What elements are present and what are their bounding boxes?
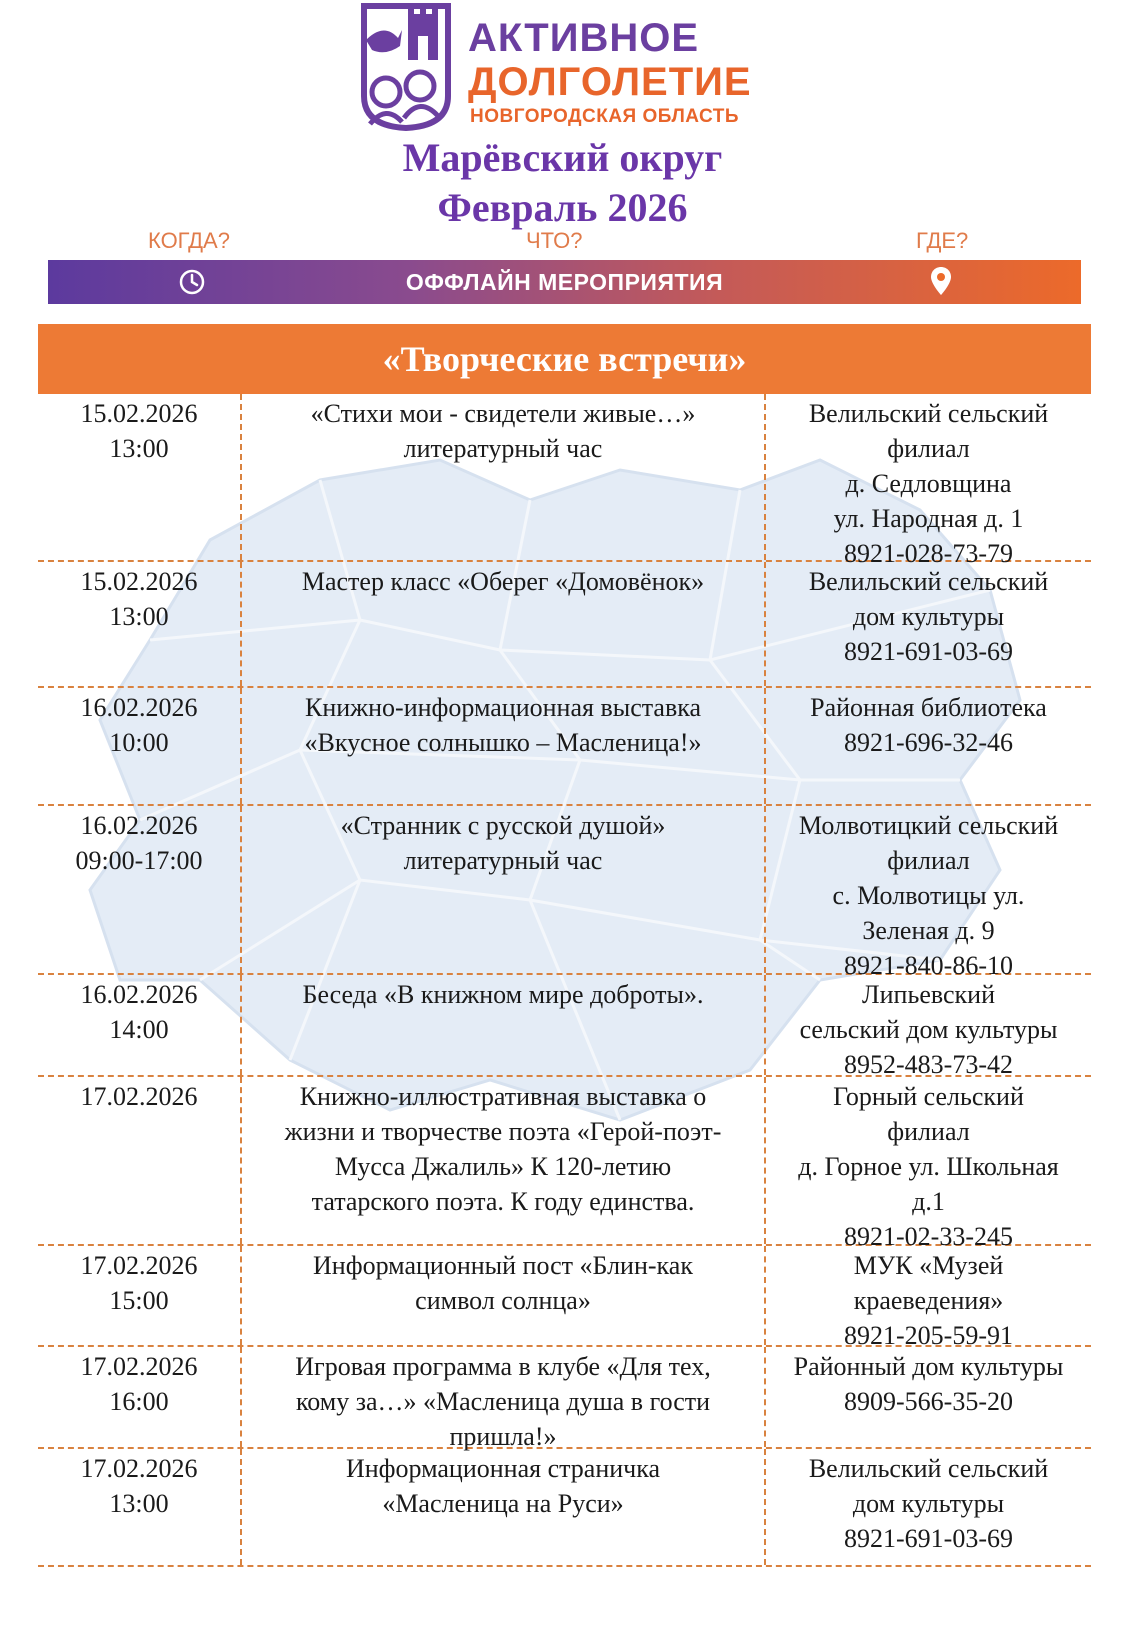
event-where-cell — [766, 975, 1091, 1079]
event-location-line: Горный сельский — [833, 1082, 1024, 1111]
event-title-line: жизни и творчестве поэта «Герой-поэт- — [284, 1117, 722, 1146]
event-location-line: Велильский сельский — [808, 567, 1049, 596]
event-row — [38, 975, 1091, 1077]
event-location-line: Велильский сельский — [808, 399, 1049, 428]
event-row — [38, 1449, 1091, 1567]
event-location-line: 8921-696-32-46 — [844, 728, 1013, 757]
event-time: 14:00 — [109, 1015, 169, 1044]
event-location-line: 8921-691-03-69 — [844, 637, 1013, 666]
event-where-cell — [766, 394, 1091, 568]
event-what-cell — [242, 806, 766, 973]
event-row — [38, 394, 1091, 568]
event-location-line: филиал — [887, 846, 970, 875]
offline-events-bar — [48, 260, 1081, 304]
month-title: Февраль 2026 — [437, 185, 688, 230]
event-when-cell — [38, 688, 242, 804]
event-title-line: Мастер класс «Оберег «Домовёнок» — [301, 567, 705, 596]
event-where-cell — [766, 806, 1091, 980]
where-label: ГДЕ? — [916, 228, 969, 253]
district-title: Марёвский округ — [402, 135, 723, 180]
brand-logo — [356, 0, 776, 132]
event-when-cell — [38, 562, 242, 686]
event-location-line: Липьевский — [862, 980, 995, 1009]
event-where-cell — [766, 562, 1091, 686]
event-location-line: д. Седловщина — [845, 469, 1012, 498]
event-time: 13:00 — [109, 434, 169, 463]
event-location-line: 8921-02-33-245 — [844, 1222, 1013, 1251]
event-location-line: сельский дом культуры — [799, 1015, 1058, 1044]
event-where-cell — [766, 1246, 1091, 1350]
event-location-line: 8921-691-03-69 — [844, 1524, 1013, 1553]
event-title-line: «Масленица на Руси» — [382, 1489, 624, 1518]
event-location-line: 8921-840-86-10 — [844, 951, 1013, 980]
event-title-line: татарского поэта. К году единства. — [311, 1187, 695, 1216]
event-time: 16:00 — [109, 1387, 169, 1416]
event-title-line: Игровая программа в клубе «Для тех, — [295, 1352, 711, 1381]
event-time: 09:00-17:00 — [75, 846, 203, 875]
event-location-line: дом культуры — [852, 1489, 1005, 1518]
event-date: 17.02.2026 — [80, 1251, 198, 1280]
event-title-line: литературный час — [403, 434, 603, 463]
event-when-cell — [38, 394, 242, 560]
event-time: 13:00 — [109, 602, 169, 631]
brand-line-3: НОВГОРОДСКАЯ ОБЛАСТЬ — [470, 106, 740, 127]
event-title-line: Книжно-информационная выставка — [304, 693, 702, 722]
when-label: КОГДА? — [148, 228, 230, 253]
event-when-cell — [38, 1246, 242, 1345]
event-where-cell — [766, 1077, 1091, 1251]
what-label: ЧТО? — [526, 228, 583, 253]
event-title-line: Беседа «В книжном мире доброты». — [302, 980, 704, 1009]
event-location-line: с. Молвотицы ул. — [832, 881, 1025, 910]
event-when-cell — [38, 1347, 242, 1447]
event-title-line: кому за…» «Масленица душа в гости — [295, 1387, 711, 1416]
event-row — [38, 806, 1091, 980]
page-header — [0, 0, 1125, 320]
event-row — [38, 1347, 1091, 1449]
event-when-cell — [38, 1449, 242, 1565]
event-row — [38, 562, 1091, 688]
event-date: 15.02.2026 — [80, 567, 198, 596]
event-what-cell — [242, 975, 766, 1075]
event-when-cell — [38, 1077, 242, 1244]
event-date: 16.02.2026 — [80, 811, 198, 840]
event-what-cell — [242, 688, 766, 804]
event-title-line: пришла!» — [449, 1422, 557, 1451]
event-date: 15.02.2026 — [80, 399, 198, 428]
event-date: 17.02.2026 — [80, 1454, 198, 1483]
event-title-line: «Странник с русской душой» — [340, 811, 666, 840]
event-location-line: дом культуры — [852, 602, 1005, 631]
event-row — [38, 688, 1091, 806]
event-location-line: Велильский сельский — [808, 1454, 1049, 1483]
event-location-line: филиал — [887, 1117, 970, 1146]
event-what-cell — [242, 394, 766, 560]
event-what-cell — [242, 1449, 766, 1565]
event-time: 15:00 — [109, 1286, 169, 1315]
event-title-line: «Вкусное солнышко – Масленица!» — [304, 728, 702, 757]
event-location-line: Зеленая д. 9 — [862, 916, 995, 945]
event-row — [38, 1077, 1091, 1251]
event-where-cell — [766, 688, 1091, 804]
event-location-line: краеведения» — [853, 1286, 1004, 1315]
event-location-line: Молвотицкий сельский — [798, 811, 1059, 840]
event-title-line: Информационная страничка — [345, 1454, 661, 1483]
event-where-cell — [766, 1449, 1091, 1565]
bar-title: ОФФЛАЙН МЕРОПРИЯТИЯ — [405, 269, 724, 295]
event-where-cell — [766, 1347, 1091, 1447]
event-what-cell — [242, 1246, 766, 1345]
event-date: 16.02.2026 — [80, 693, 198, 722]
event-location-line: Районная библиотека — [810, 693, 1047, 722]
event-date: 16.02.2026 — [80, 980, 198, 1009]
event-location-line: 8909-566-35-20 — [844, 1387, 1013, 1416]
section-title: «Творческие встречи» — [38, 324, 1091, 394]
event-location-line: филиал — [887, 434, 970, 463]
event-what-cell — [242, 1077, 766, 1244]
event-location-line: ул. Народная д. 1 — [833, 504, 1024, 533]
event-title-line: Книжно-иллюстративная выставка о — [299, 1082, 707, 1111]
brand-line-2: ДОЛГОЛЕТИЕ — [468, 60, 752, 104]
event-time: 13:00 — [109, 1489, 169, 1518]
event-date: 17.02.2026 — [80, 1352, 198, 1381]
event-location-line: 8952-483-73-42 — [844, 1050, 1013, 1079]
location-pin-icon — [930, 266, 952, 296]
event-location-line: 8921-205-59-91 — [844, 1321, 1013, 1350]
event-when-cell — [38, 975, 242, 1075]
event-title-line: «Стихи мои - свидетели живые…» — [310, 399, 696, 428]
event-when-cell — [38, 806, 242, 973]
event-row — [38, 1246, 1091, 1350]
event-title-line: Мусса Джалиль» К 120-летию — [334, 1152, 672, 1181]
event-location-line: д. Горное ул. Школьная — [798, 1152, 1059, 1181]
events-table — [38, 394, 1091, 1567]
event-location-line: 8921-028-73-79 — [844, 539, 1013, 568]
event-what-cell — [242, 1347, 766, 1451]
event-title-line: символ солнца» — [415, 1286, 591, 1315]
event-date: 17.02.2026 — [80, 1082, 198, 1111]
brand-emblem-icon — [356, 0, 456, 132]
event-location-line: Районный дом культуры — [793, 1352, 1064, 1381]
event-what-cell — [242, 562, 766, 686]
event-location-line: д.1 — [912, 1187, 945, 1216]
event-time: 10:00 — [109, 728, 169, 757]
event-location-line: МУК «Музей — [853, 1251, 1004, 1280]
event-title-line: литературный час — [403, 846, 603, 875]
event-title-line: Информационный пост «Блин-как — [313, 1251, 693, 1280]
brand-line-1: АКТИВНОЕ — [468, 16, 700, 60]
